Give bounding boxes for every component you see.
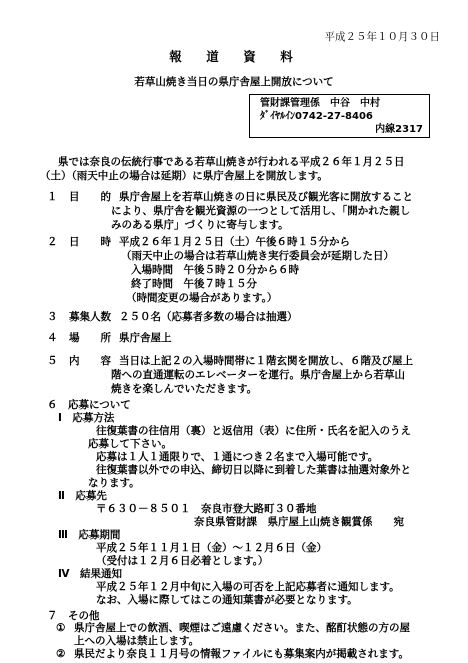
section-1-number: １	[47, 191, 58, 203]
section-3-number: ３	[47, 311, 58, 323]
section-6-i-line-2: 応募して下さい。	[88, 438, 172, 450]
section-2-line-2: （雨天中止の場合は若草山焼き実行委員会が延期した日）	[121, 250, 394, 262]
section-6-iii-line-2: （受付は１２月６日必着とします。）	[96, 555, 269, 567]
section-7-item-1-line-2: 上への入場は禁止します。	[74, 636, 200, 647]
section-1-line-2: により、県庁舎を観光資源の一つとして活用し、「開かれた親し	[111, 205, 411, 217]
section-7-item-1-line-1: 県庁舎屋上での飲酒、喫煙はご遠慮ください。また、酩酊状態の方の屋	[74, 623, 410, 634]
section-5-label: 内 容	[69, 355, 111, 367]
section-5-line-1: 当日は上記２の入場時間帯に１階玄関を開放し、６階及び屋上	[119, 355, 413, 367]
section-2-label: 日 時	[69, 236, 111, 248]
release-date: 平成２５年１０月３０日	[324, 31, 440, 43]
section-6-ii-heading: Ⅱ 応募先	[58, 490, 107, 502]
section-4-text: 県庁舎屋上	[119, 332, 172, 344]
section-1-label: 目 的	[69, 191, 111, 203]
section-1-line-1: 県庁舎屋上を若草山焼きの日に県民及び観光客に開放すること	[119, 191, 413, 203]
section-5-line-3: 焼きを楽しんでいただきます。	[111, 383, 258, 395]
section-3-text: ２５０名（応募者多数の場合は抽選）	[119, 311, 298, 323]
section-6-i-line-3: 応募は１人１通限りで、１通につき２名まで入場可能です。	[96, 451, 379, 463]
section-1-line-3: みのある県庁」づくりに寄与します。	[111, 219, 289, 231]
section-7-item-2-line-1: 県民だより奈良１１月号の情報ファイルにも募集案内が掲載されます。	[74, 649, 409, 660]
contact-extension: 内線2317	[375, 124, 423, 135]
section-7-heading: ７ その他	[47, 610, 100, 622]
section-6-i-line-5: なります。	[88, 477, 140, 489]
document-subtitle: 若草山焼き当日の県庁舎屋上開放について	[134, 76, 334, 88]
section-6-iii-heading: Ⅲ 応募期間	[58, 529, 121, 541]
section-2-line-4: 終了時間 午後７時１５分	[131, 278, 257, 290]
section-5-number: ５	[47, 355, 58, 367]
section-6-i-line-1: 往復葉書の往信用（裏）と返信用（表）に住所・氏名を記入のうえ	[96, 425, 411, 437]
section-3-label: 募集人数	[69, 311, 111, 323]
section-6-heading: ６ 応募について	[47, 399, 131, 411]
section-4-label: 場 所	[69, 332, 111, 344]
section-6-iv-heading: Ⅳ 結果通知	[58, 568, 123, 580]
section-6-iv-line-1: 平成２５年１２月中旬に入場の可否を上記応募者に通知します。	[96, 581, 400, 593]
section-6-ii-line-1: 〒６３０－８５０１ 奈良市登大路町３０番地	[96, 503, 317, 515]
section-4-number: ４	[47, 332, 58, 344]
intro-line-2: （土）（雨天中止の場合は延期）に県庁舎屋上を開放します。	[40, 170, 328, 182]
section-2-number: ２	[47, 236, 58, 248]
section-6-i-line-4: 往復葉書以外での申込、締切日以降に到着した葉書は抽選対象外と	[96, 464, 411, 476]
section-5-line-2: 階への直通運転のエレベーターを運行。県庁舎屋上から若草山	[111, 369, 405, 381]
intro-line-1: 県では奈良の伝統行事である若草山焼きが行われる平成２６年１月２５日	[58, 156, 405, 168]
section-6-iii-line-1: 平成２５年１１月１日（金）～１２月６日（金）	[96, 542, 327, 554]
section-7-item-2-marker: ②	[56, 649, 66, 660]
section-6-i-heading: Ⅰ 応募方法	[58, 412, 115, 424]
section-6-iv-line-2: なお、入場に際してはこの通知葉書が必要となります。	[96, 594, 358, 606]
section-2-line-5: （時間変更の場合があります。）	[126, 292, 278, 304]
section-7-item-1-marker: ①	[56, 623, 66, 634]
section-2-line-1: 平成２６年１月２５日（土）午後６時１５分から	[119, 236, 350, 248]
contact-phone: ﾀﾞｲﾔﾙｲﾝ0742-27-8406	[260, 111, 373, 122]
section-2-line-3: 入場時間 午後５時２０分から６時	[131, 264, 299, 276]
contact-section: 管財課管理係 中谷 中村	[260, 98, 380, 109]
section-6-ii-line-2: 奈良県管財課 県庁屋上山焼き観賞係 宛	[194, 516, 404, 528]
document-title: 報 道 資 料	[169, 49, 299, 64]
contact-box	[249, 94, 430, 138]
